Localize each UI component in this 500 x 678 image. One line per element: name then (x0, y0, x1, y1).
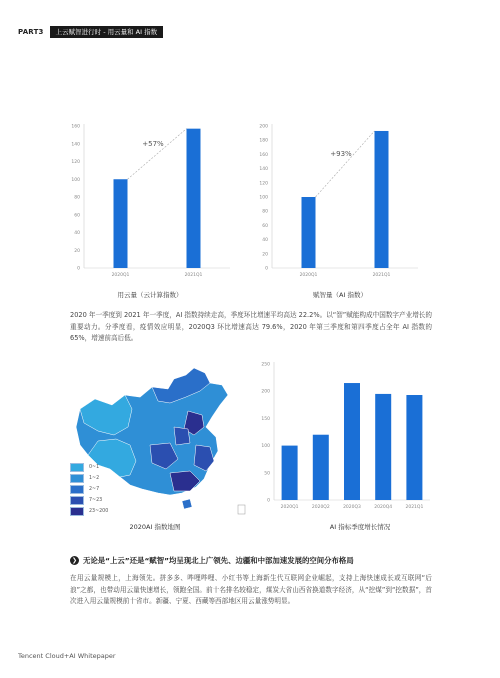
x-tick-label: 2020Q3 (343, 505, 361, 510)
y-tick-label: 100 (71, 177, 80, 183)
bar (302, 197, 316, 268)
legend-item: 23~200 (70, 506, 108, 517)
legend-swatch (70, 496, 84, 505)
y-tick-label: 180 (259, 138, 268, 144)
legend-swatch (70, 474, 84, 483)
page-footer: Tencent Cloud+AI Whitepaper (18, 652, 116, 660)
page-header (18, 26, 163, 38)
paragraph-spatial: 在用云量规模上，上海领先。拼多多、哔哩哔哩、小红书等上海新生代互联网企业崛起，支持上海快速成长或互联网“后浪”之都，也带动用云量快速增长，领跑全国。前十名排名较稳定，煤炭大省山西省换道数字经济，从“挖煤”到“挖数据”，首次进入用云量规模前十省市。新疆、宁夏、西藏等西部地区用云量涨势明显。 (70, 574, 432, 605)
y-tick-label: 120 (71, 160, 80, 165)
legend-item: 0~1 (70, 462, 108, 473)
chart-ai-index (258, 120, 428, 280)
trend-line (316, 131, 375, 197)
x-tick-label: 2020Q4 (374, 505, 393, 510)
y-tick-label: 160 (259, 152, 268, 158)
y-tick-label: 50 (264, 471, 270, 477)
map-caption: 2020AI 指数地图 (129, 523, 181, 531)
y-tick-label: 100 (261, 444, 270, 450)
part-label: PART3 (18, 28, 44, 36)
section-heading (70, 555, 354, 566)
bar (406, 395, 422, 500)
x-tick-label: 2020Q1 (111, 273, 130, 278)
legend-item: 2~7 (70, 484, 108, 495)
x-tick-label: 2020Q1 (299, 273, 318, 278)
y-tick-label: 200 (259, 124, 268, 130)
arrow-right-icon: ❯ (71, 557, 78, 564)
y-tick-label: 0 (77, 266, 80, 272)
bar (114, 179, 128, 268)
legend-swatch (70, 507, 84, 516)
y-tick-label: 160 (71, 124, 80, 130)
y-tick-label: 140 (259, 167, 268, 173)
y-tick-label: 20 (262, 252, 268, 258)
chart-cloud-usage-title: 用云量（云计算指数） (117, 291, 183, 299)
legend-swatch (70, 485, 84, 494)
legend-swatch (70, 463, 84, 472)
x-tick-label: 2020Q1 (280, 505, 299, 510)
paragraph-ai-growth: 2020 年一季度到 2021 年一季度，AI 指数持续走高，季度环比增速平均高达 22.2%。以“智”赋能构成中国数字产业增长的重要动力。分季度看，疫情效应明显，2020Q3 环比增速高达 79.6%，2020 年第三季度和第四季度占全年 AI 指数的 65%，增速前高后低。 (70, 311, 432, 342)
legend-item: 7~23 (70, 495, 108, 506)
trend-line (128, 129, 187, 180)
chart-ai-quarterly (262, 360, 437, 518)
legend-item: 1~2 (70, 473, 108, 484)
y-tick-label: 100 (259, 195, 268, 201)
chart-cloud-usage (70, 120, 240, 280)
y-tick-label: 0 (267, 498, 270, 504)
x-tick-label: 2021Q1 (184, 273, 203, 278)
section-heading-text: 无论是“上云”还是“赋智”均呈现北上广领先、边疆和中部加速发展的空间分布格局 (83, 556, 354, 565)
y-tick-label: 60 (262, 223, 268, 229)
chart-ai-quarterly-title: AI 指标季度增长情况 (329, 523, 391, 531)
chart-ai-index-title: 赋智量（AI 指数） (313, 291, 367, 299)
bar (375, 394, 391, 500)
growth-label: +93% (330, 149, 352, 158)
y-tick-label: 80 (262, 209, 268, 215)
y-tick-label: 150 (261, 416, 270, 422)
bar (313, 435, 329, 500)
map-legend (70, 462, 108, 517)
y-tick-label: 0 (265, 266, 268, 272)
bar (375, 131, 389, 268)
y-tick-label: 40 (74, 231, 80, 236)
y-tick-label: 120 (259, 181, 268, 187)
x-tick-label: 2020Q2 (311, 505, 330, 510)
bar (344, 383, 360, 500)
bar (187, 129, 201, 268)
y-tick-label: 80 (74, 195, 80, 201)
y-tick-label: 200 (261, 389, 270, 395)
bar (282, 446, 298, 500)
y-tick-label: 40 (262, 238, 268, 244)
x-tick-label: 2021Q1 (372, 273, 391, 278)
growth-label: +57% (142, 139, 164, 148)
y-tick-label: 140 (71, 142, 80, 148)
y-tick-label: 250 (261, 362, 270, 368)
part-title: 上云赋智进行时 - 用云量和 AI 指数 (50, 26, 163, 38)
y-tick-label: 20 (74, 248, 80, 254)
y-tick-label: 60 (74, 213, 80, 219)
x-tick-label: 2021Q1 (405, 505, 424, 510)
